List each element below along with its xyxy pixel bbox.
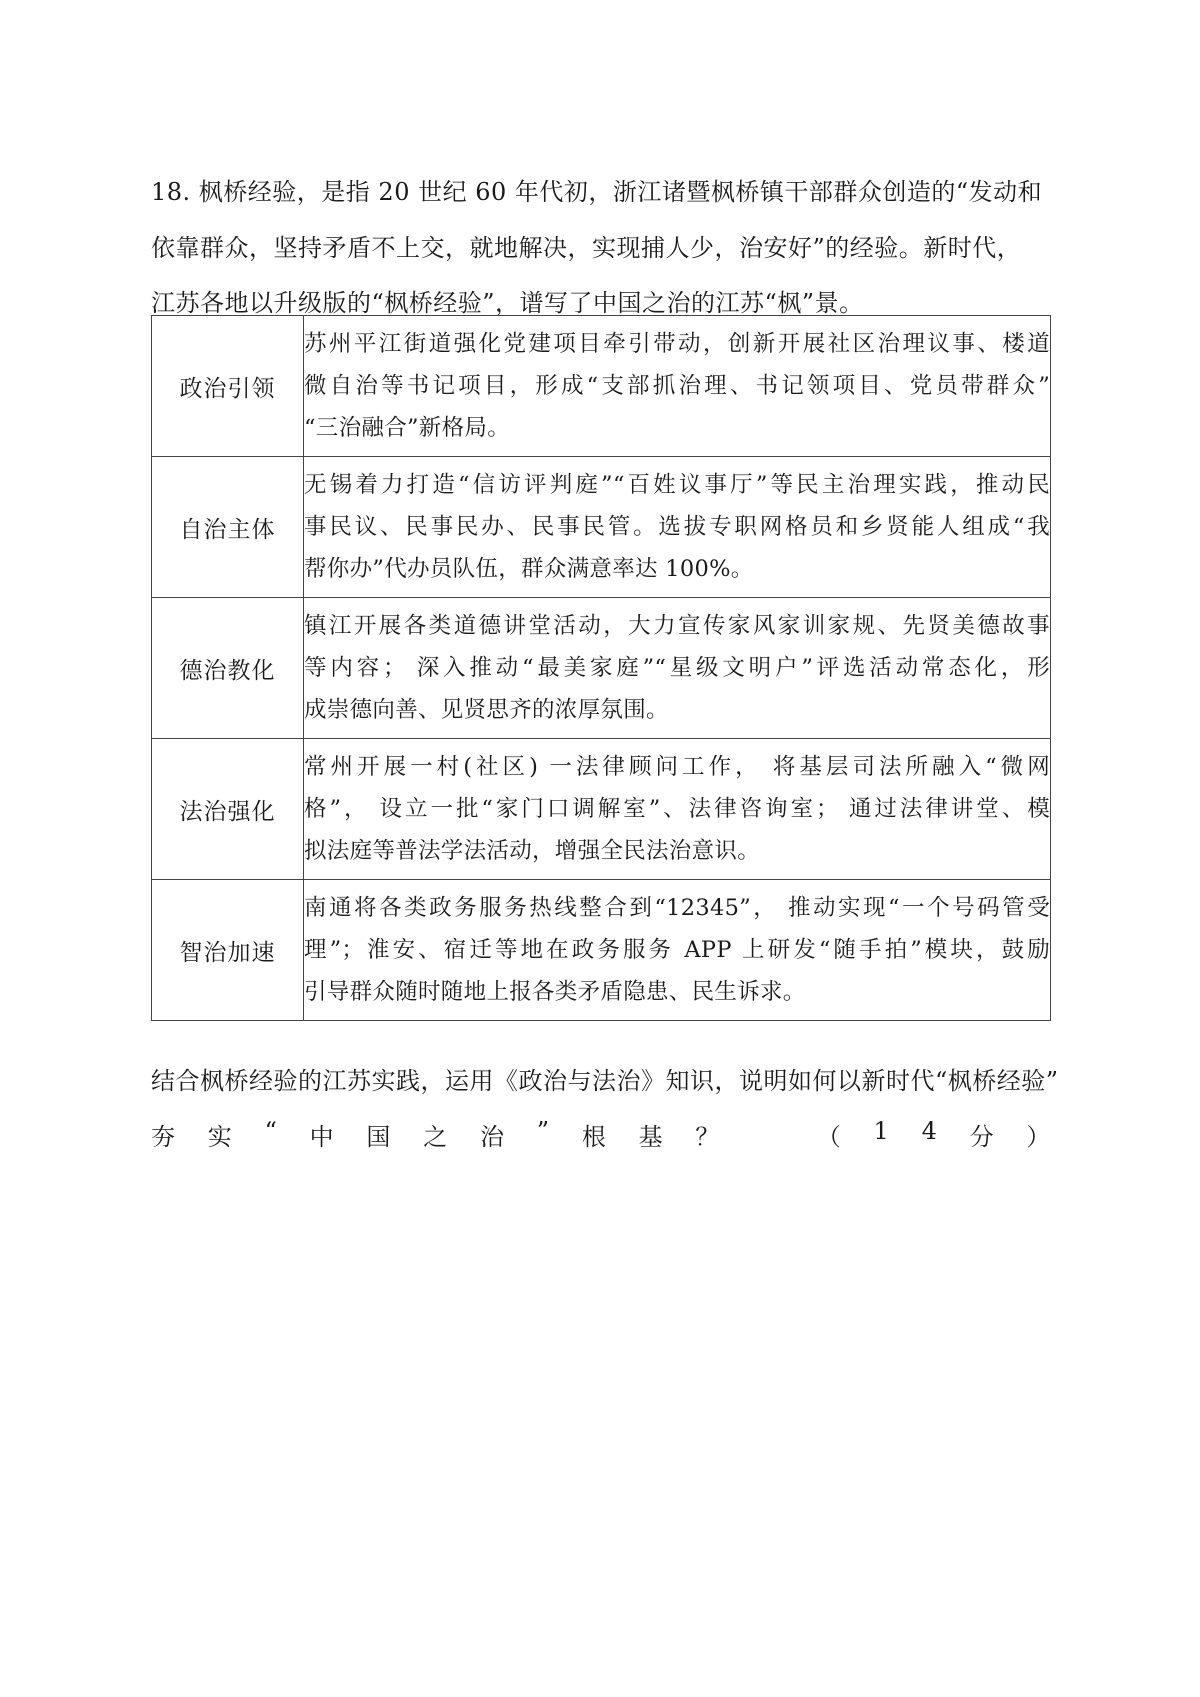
content-line: 镇江开展各类道德讲堂活动，大力宣传家风家训家规、先贤美德故事 (304, 613, 1050, 639)
closing-char: ） (1026, 1123, 1051, 1151)
row-label: 德治教化 (152, 598, 304, 739)
question-line-3: 江苏各地以升级版的“枫桥经验”，谱写了中国之治的江苏“枫”景。 (151, 289, 864, 317)
closing-char: 之 (423, 1123, 448, 1151)
content-line: 理”；淮安、宿迁等地在政务服务 APP 上研发“随手拍”模块，鼓励 (304, 937, 1050, 963)
closing-char: ？ (695, 1123, 720, 1151)
row-label: 政治引领 (152, 316, 304, 457)
closing-char: 中 (309, 1123, 335, 1151)
closing-char: 治 (479, 1123, 505, 1151)
content-line: 微自治等书记项目，形成“支部抓治理、书记领项目、党员带群众” (304, 373, 1050, 399)
closing-char: 国 (366, 1123, 391, 1151)
content-line: 苏州平江街道强化党建项目牵引带动，创新开展社区治理议事、楼道 (304, 331, 1050, 357)
case-table (151, 315, 1051, 1021)
closing-char: 夯 (151, 1123, 176, 1151)
row-label: 自治主体 (152, 457, 304, 598)
closing-char: （ (816, 1123, 842, 1151)
closing-char: ” (536, 1117, 550, 1145)
content-line: 等内容； 深入推动“最美家庭”“星级文明户”评选活动常态化，形 (304, 655, 1050, 681)
content-line: “三治融合”新格局。 (304, 415, 511, 441)
closing-char: 基 (638, 1123, 664, 1151)
content-line: 事民议、民事民办、民事民管。选拔专职网格员和乡贤能人组成“我 (304, 514, 1050, 540)
row-content (304, 457, 1051, 598)
content-line: 拟法庭等普法学法活动，增强全民法治意识。 (304, 838, 761, 864)
content-line: 引导群众随时随地上报各类矛盾隐患、民生诉求。 (304, 979, 806, 1005)
content-line: 格”， 设立一批“家门口调解室”、法律咨询室； 通过法律讲堂、模 (304, 796, 1050, 822)
content-line: 无锡着力打造“信访评判庭”“百姓议事厅”等民主治理实践，推动民 (304, 472, 1050, 498)
closing-char: 根 (581, 1123, 607, 1151)
closing-char: “ (264, 1117, 278, 1145)
row-content (304, 739, 1051, 880)
table-row (152, 598, 1051, 739)
table-row (152, 316, 1051, 457)
table-row (152, 739, 1051, 880)
table-row (152, 457, 1051, 598)
closing-char: 实 (207, 1123, 233, 1151)
closing-char: 1 (873, 1117, 890, 1145)
row-content (304, 880, 1051, 1021)
content-line: 常州开展一村(社区) 一法律顾问工作， 将基层司法所融入“微网 (304, 754, 1050, 780)
closing-line-2 (151, 1117, 1051, 1152)
question-line-2: 依靠群众，坚持矛盾不上交，就地解决，实现捕人少，治安好”的经验。新时代， (151, 234, 1022, 262)
row-label: 法治强化 (152, 739, 304, 880)
closing-line-1: 结合枫桥经验的江苏实践，运用《政治与法治》知识，说明如何以新时代“枫桥经验” (151, 1067, 1059, 1095)
content-line: 成崇德向善、见贤思齐的浓厚氛围。 (304, 697, 669, 723)
table-row (152, 880, 1051, 1021)
row-content (304, 598, 1051, 739)
question-line-1: 18. 枫桥经验，是指 20 世纪 60 年代初，浙江诸暨枫桥镇干部群众创造的“发动和 (151, 178, 1043, 206)
content-line: 南通将各类政务服务热线整合到“12345”， 推动实现“一个号码管受 (304, 895, 1050, 921)
row-label: 智治加速 (152, 880, 304, 1021)
closing-char: 分 (969, 1123, 995, 1151)
closing-char: 4 (921, 1117, 938, 1145)
row-content (304, 316, 1051, 457)
content-line: 帮你办”代办员队伍，群众满意率达 100%。 (304, 556, 754, 582)
